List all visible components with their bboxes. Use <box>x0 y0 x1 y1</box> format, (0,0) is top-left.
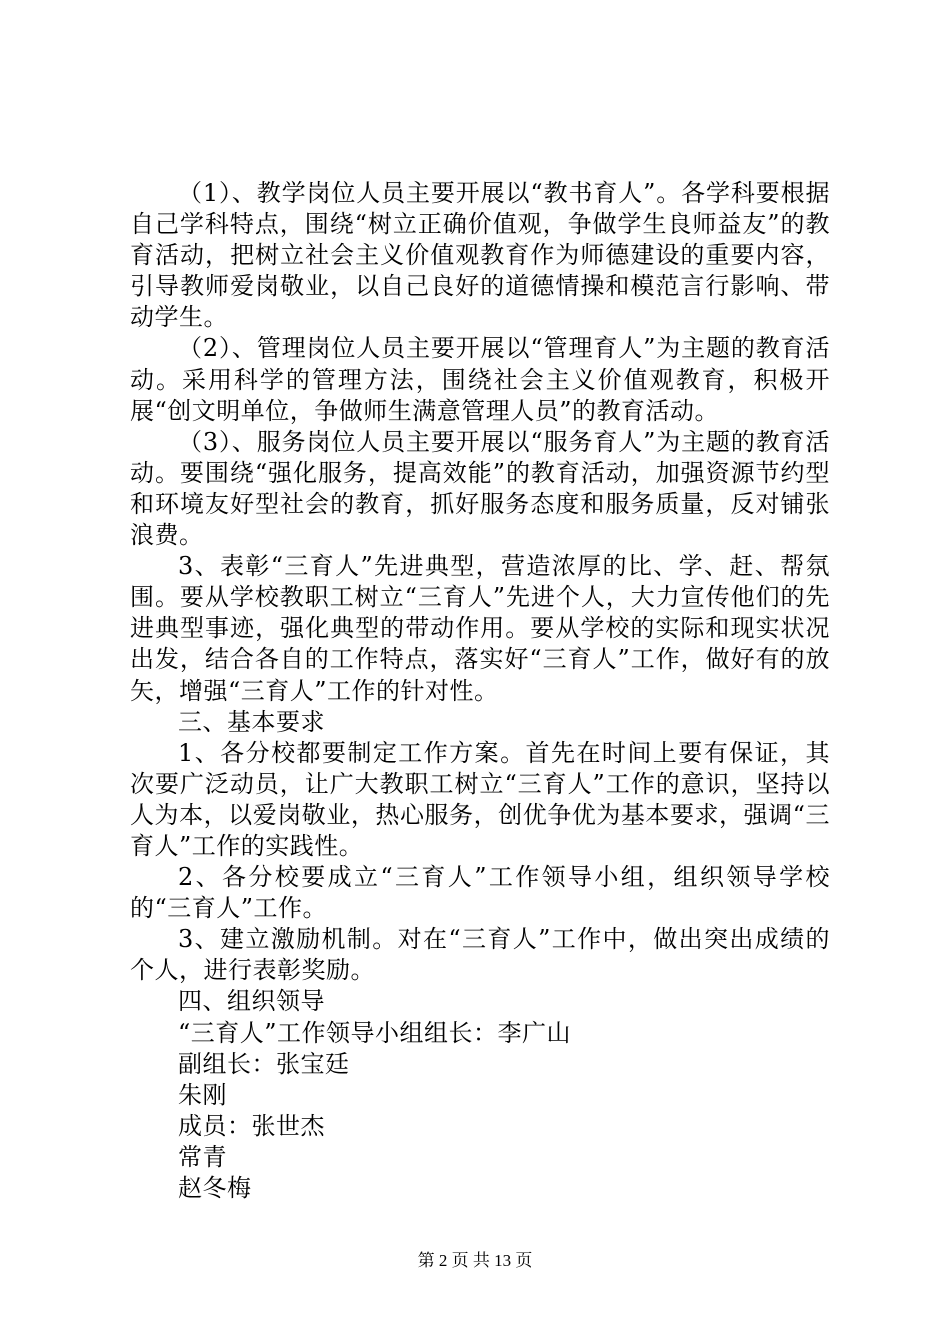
section-heading-basic-requirements: 三、基本要求 <box>178 707 325 736</box>
document-body <box>130 178 830 1204</box>
paragraph-management-staff: （2）、管理岗位人员主要开展以“管理育人”为主题的教育活动。采用科学的管理方法，围绕社会主义价值观教育，积极开展“创文明单位，争做师生满意管理人员”的教育活动。 <box>130 334 830 425</box>
paragraph-service-staff: （3）、服务岗位人员主要开展以“服务育人”为主题的教育活动。要围绕“强化服务，提高效能”的教育活动，加强资源节约型和环境友好型社会的教育，抓好服务态度和服务质量，反对铺张浪费。 <box>130 427 830 550</box>
paragraph-teaching-staff: （1）、教学岗位人员主要开展以“教书育人”。各学科要根据自己学科特点，围绕“树立正确价值观，争做学生良师益友”的教育活动，把树立社会主义价值观教育作为师德建设的重要内容，引导教师爱岗敬业，以自己良好的道德情操和模范言行影响、带动学生。 <box>130 179 830 332</box>
member-name: 常青 <box>178 1142 227 1171</box>
leader-line: “三育人”工作领导小组组长：李广山 <box>178 1018 572 1047</box>
paragraph-requirement-1: 1、各分校都要制定工作方案。首先在时间上要有保证，其次要广泛动员，让广大教职工树立“三育人”工作的意识，坚持以人为本，以爱岗敬业，热心服务，创优争优为基本要求，强调“三育人”工作的实践性。 <box>130 738 830 860</box>
section-heading-organization: 四、组织领导 <box>178 987 325 1016</box>
members-line: 成员：张世杰 <box>178 1111 325 1140</box>
paragraph-commendation: 3、表彰“三育人”先进典型，营造浓厚的比、学、赶、帮氛围。要从学校教职工树立“三育人”先进个人，大力宣传他们的先进典型事迹，强化典型的带动作用。要从学校的实际和现实状况出发，结合各自的工作特点，落实好“三育人”工作，做好有的放矢，增强“三育人”工作的针对性。 <box>130 552 830 705</box>
page-number-footer: 第 2 页 共 13 页 <box>417 1251 533 1270</box>
paragraph-requirement-2: 2、各分校要成立“三育人”工作领导小组，组织领导学校的“三育人”工作。 <box>130 863 830 923</box>
deputy-leader-name: 朱刚 <box>178 1080 227 1109</box>
member-name: 赵冬梅 <box>178 1174 252 1202</box>
deputy-leader-line: 副组长：张宝廷 <box>178 1049 350 1078</box>
paragraph-requirement-3: 3、建立激励机制。对在“三育人”工作中，做出突出成绩的个人，进行表彰奖励。 <box>130 925 830 985</box>
